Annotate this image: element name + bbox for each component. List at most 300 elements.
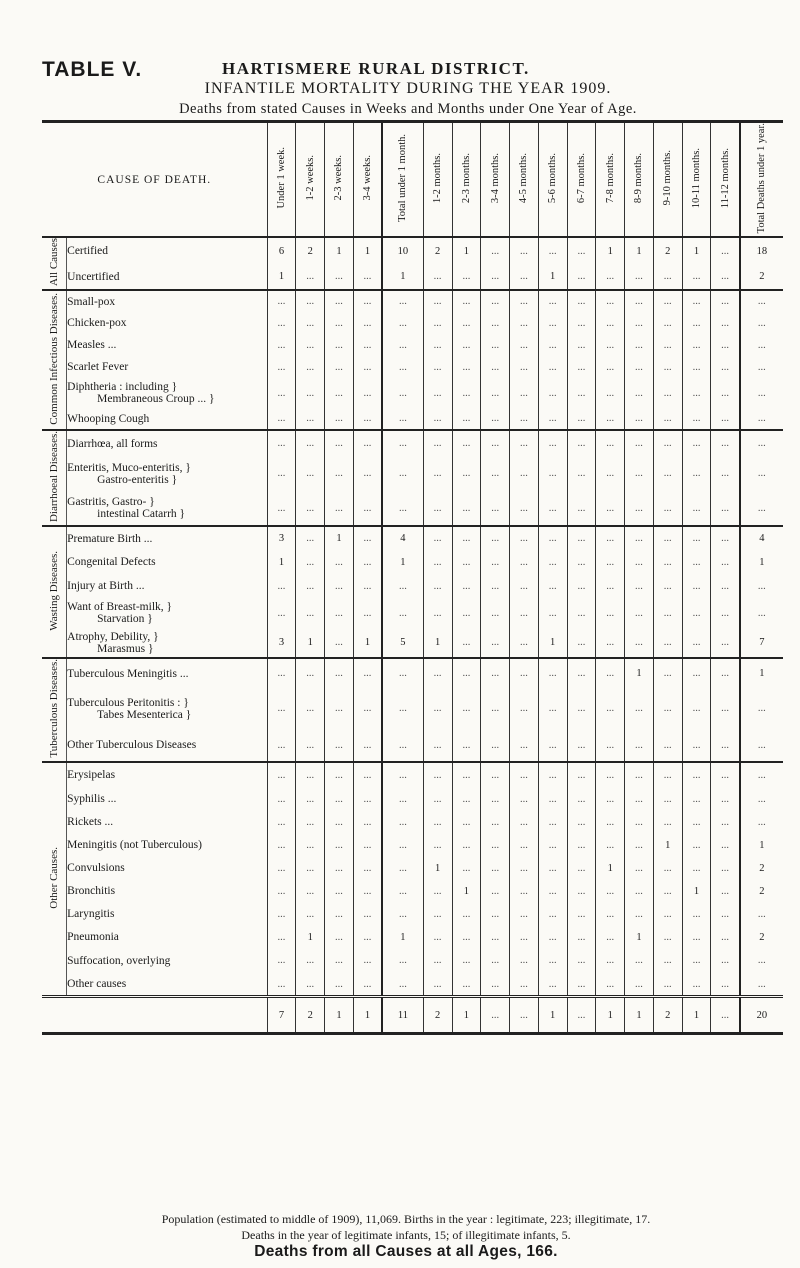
value-cell: ... (510, 378, 539, 408)
value-cell: ... (452, 762, 481, 788)
value-cell: ... (740, 762, 783, 788)
value-cell: ... (452, 926, 481, 949)
cause-label: Diarrhœa, all forms (67, 437, 158, 450)
column-header-label: 1-2 months. (432, 153, 444, 204)
value-cell: ... (711, 973, 740, 997)
value-cell: ... (740, 973, 783, 997)
value-cell: ... (567, 491, 596, 526)
value-cell: 1 (740, 658, 783, 688)
value-cell: ... (538, 949, 567, 973)
value-cell: ... (567, 688, 596, 729)
value-cell: ... (325, 312, 354, 334)
value-cell: ... (481, 264, 510, 291)
value-cell: 6 (267, 237, 296, 263)
cause-label: Other causes (67, 978, 127, 991)
value-cell: ... (382, 598, 423, 628)
value-cell: ... (267, 574, 296, 598)
value-cell: ... (682, 356, 711, 378)
value-cell: ... (296, 729, 325, 762)
value-cell: ... (481, 762, 510, 788)
column-header-label: 4-5 months. (518, 153, 530, 204)
value-cell: ... (596, 949, 625, 973)
cause-cell (67, 312, 267, 334)
value-cell: ... (567, 550, 596, 574)
value-cell: ... (510, 598, 539, 628)
cause-label: Bronchitis (67, 885, 116, 898)
value-cell: ... (382, 857, 423, 880)
value-cell: ... (538, 408, 567, 430)
column-header-label: 5-6 months. (547, 153, 559, 204)
value-cell: ... (481, 237, 510, 263)
value-cell: ... (510, 290, 539, 312)
value-cell: ... (711, 762, 740, 788)
value-cell: ... (353, 973, 382, 997)
value-cell: ... (740, 378, 783, 408)
column-header (682, 122, 711, 238)
cause-cell (67, 658, 267, 688)
column-header-label: 9-10 months. (662, 150, 674, 206)
value-cell: ... (510, 408, 539, 430)
value-cell: ... (596, 688, 625, 729)
column-header-label: 1-2 weeks. (304, 155, 316, 201)
value-cell: ... (481, 688, 510, 729)
value-cell: ... (538, 880, 567, 903)
value-cell: ... (382, 834, 423, 857)
value-cell: ... (423, 973, 452, 997)
table-row (42, 526, 783, 550)
cause-cell (67, 526, 267, 550)
table-row (42, 762, 783, 788)
cause-column-header: CAUSE OF DEATH. (97, 173, 212, 186)
value-cell: ... (653, 378, 682, 408)
cause-label: Congenital Defects (67, 556, 156, 569)
value-cell: ... (325, 430, 354, 456)
value-cell: ... (353, 857, 382, 880)
value-cell: ... (325, 574, 354, 598)
column-header (510, 122, 539, 238)
value-cell: ... (711, 408, 740, 430)
value-cell: ... (567, 574, 596, 598)
value-cell: ... (653, 811, 682, 834)
value-cell: ... (325, 811, 354, 834)
value-cell: ... (481, 834, 510, 857)
value-cell: ... (382, 880, 423, 903)
value-cell: ... (382, 491, 423, 526)
value-cell: ... (682, 729, 711, 762)
value-cell: ... (538, 903, 567, 926)
value-cell: ... (596, 834, 625, 857)
value-cell: 1 (625, 658, 654, 688)
total-cell: 1 (325, 997, 354, 1034)
table-row (42, 430, 783, 456)
value-cell: ... (325, 949, 354, 973)
value-cell: ... (596, 762, 625, 788)
value-cell: ... (267, 857, 296, 880)
value-cell: ... (625, 526, 654, 550)
value-cell: ... (740, 788, 783, 811)
value-cell: ... (481, 973, 510, 997)
table-row (42, 926, 783, 949)
value-cell: ... (423, 312, 452, 334)
value-cell: ... (711, 456, 740, 491)
value-cell: ... (296, 574, 325, 598)
value-cell: ... (510, 456, 539, 491)
table-row (42, 312, 783, 334)
value-cell: ... (353, 264, 382, 291)
value-cell: ... (538, 926, 567, 949)
value-cell: ... (452, 811, 481, 834)
value-cell: ... (653, 491, 682, 526)
value-cell: ... (625, 356, 654, 378)
value-cell: ... (538, 729, 567, 762)
value-cell: ... (510, 834, 539, 857)
value-cell: ... (596, 290, 625, 312)
population-note: Population (estimated to middle of 1909), 11,069. Births in the year : legitimate, 223; illegitimate, 17. (161, 1212, 651, 1226)
value-cell: ... (682, 456, 711, 491)
value-cell: ... (452, 378, 481, 408)
value-cell: 2 (740, 264, 783, 291)
column-header (382, 122, 423, 238)
value-cell: ... (625, 574, 654, 598)
table-row (42, 264, 783, 291)
column-header (653, 122, 682, 238)
all-ages-deaths: Deaths from all Causes at all Ages, 166. (254, 1243, 558, 1260)
value-cell: ... (740, 574, 783, 598)
total-cell: ... (567, 997, 596, 1034)
value-cell: 7 (740, 628, 783, 658)
value-cell: ... (382, 949, 423, 973)
value-cell: ... (510, 550, 539, 574)
value-cell: ... (538, 430, 567, 456)
value-cell: ... (711, 788, 740, 811)
value-cell: ... (740, 430, 783, 456)
column-header (481, 122, 510, 238)
value-cell: ... (382, 574, 423, 598)
value-cell: ... (625, 903, 654, 926)
value-cell: ... (653, 729, 682, 762)
value-cell: ... (711, 926, 740, 949)
cause-label: Certified (67, 245, 109, 258)
value-cell: ... (353, 762, 382, 788)
value-cell: ... (267, 456, 296, 491)
value-cell: ... (423, 456, 452, 491)
column-header-label: 11-12 months. (719, 148, 731, 209)
value-cell: ... (740, 312, 783, 334)
value-cell: ... (267, 408, 296, 430)
value-cell: ... (423, 834, 452, 857)
value-cell: ... (423, 762, 452, 788)
value-cell: ... (382, 430, 423, 456)
table-row (42, 729, 783, 762)
value-cell: ... (296, 903, 325, 926)
value-cell: 2 (740, 926, 783, 949)
value-cell: 2 (740, 880, 783, 903)
table-row (42, 903, 783, 926)
table-label: TABLE V. (42, 58, 143, 81)
value-cell: ... (567, 880, 596, 903)
column-header (267, 122, 296, 238)
table-row (42, 857, 783, 880)
group-label-cell (42, 658, 67, 762)
value-cell: ... (538, 312, 567, 334)
group-label: All Causes (48, 238, 61, 287)
value-cell: ... (267, 334, 296, 356)
cause-label: Other Tuberculous Diseases (67, 739, 197, 752)
value-cell: ... (567, 926, 596, 949)
value-cell: ... (653, 456, 682, 491)
value-cell: ... (538, 857, 567, 880)
value-cell: ... (538, 456, 567, 491)
group-label: Diarrhoeal Diseases. (48, 431, 61, 523)
value-cell: ... (711, 949, 740, 973)
cause-label: Small-pox (67, 295, 116, 308)
value-cell: ... (625, 378, 654, 408)
cause-cell (67, 628, 267, 658)
value-cell: ... (653, 658, 682, 688)
value-cell: ... (567, 903, 596, 926)
value-cell: ... (423, 526, 452, 550)
value-cell: ... (481, 526, 510, 550)
value-cell: 5 (382, 628, 423, 658)
column-header-label: 7-8 months. (604, 153, 616, 204)
value-cell: ... (325, 264, 354, 291)
report-subtitle: Deaths from stated Causes in Weeks and Months under One Year of Age. (179, 101, 637, 117)
value-cell: ... (625, 857, 654, 880)
value-cell: ... (596, 628, 625, 658)
cause-label: Measles ... (67, 339, 117, 352)
value-cell: ... (423, 598, 452, 628)
value-cell: ... (510, 658, 539, 688)
value-cell: ... (423, 491, 452, 526)
value-cell: ... (296, 430, 325, 456)
value-cell: ... (682, 857, 711, 880)
value-cell: ... (682, 903, 711, 926)
value-cell: ... (711, 880, 740, 903)
value-cell: ... (296, 688, 325, 729)
value-cell: ... (510, 880, 539, 903)
value-cell: ... (452, 334, 481, 356)
value-cell: ... (711, 264, 740, 291)
value-cell: ... (711, 857, 740, 880)
value-cell: ... (296, 811, 325, 834)
value-cell: ... (740, 949, 783, 973)
value-cell: ... (625, 312, 654, 334)
cause-cell (67, 857, 267, 880)
value-cell: 1 (382, 264, 423, 291)
value-cell: 1 (740, 550, 783, 574)
value-cell: ... (481, 729, 510, 762)
value-cell: ... (567, 334, 596, 356)
total-cell: ... (711, 997, 740, 1034)
value-cell: ... (296, 264, 325, 291)
value-cell: ... (682, 834, 711, 857)
value-cell: ... (382, 788, 423, 811)
value-cell: ... (625, 973, 654, 997)
value-cell: ... (596, 973, 625, 997)
value-cell: 1 (382, 550, 423, 574)
value-cell: ... (740, 456, 783, 491)
cause-label: Whooping Cough (67, 412, 150, 425)
value-cell: ... (267, 598, 296, 628)
value-cell: ... (452, 598, 481, 628)
totals-blank-cell (42, 997, 267, 1034)
value-cell: ... (296, 598, 325, 628)
value-cell: ... (596, 926, 625, 949)
cause-label: intestinal Catarrh } (97, 508, 186, 521)
cause-label: Gastritis, Gastro- } (67, 496, 155, 509)
column-header (452, 122, 481, 238)
value-cell: 1 (682, 237, 711, 263)
value-cell: ... (267, 762, 296, 788)
total-cell: 1 (625, 997, 654, 1034)
value-cell: ... (596, 729, 625, 762)
value-cell: 1 (740, 834, 783, 857)
value-cell: ... (740, 408, 783, 430)
value-cell: ... (510, 811, 539, 834)
value-cell: ... (423, 811, 452, 834)
value-cell: ... (625, 290, 654, 312)
value-cell: ... (711, 550, 740, 574)
value-cell: ... (711, 834, 740, 857)
value-cell: ... (423, 658, 452, 688)
value-cell: ... (267, 880, 296, 903)
cause-cell (67, 926, 267, 949)
value-cell: ... (267, 834, 296, 857)
value-cell: ... (353, 312, 382, 334)
value-cell: ... (711, 574, 740, 598)
value-cell: ... (481, 903, 510, 926)
value-cell: ... (682, 526, 711, 550)
value-cell: ... (325, 880, 354, 903)
value-cell: ... (452, 628, 481, 658)
value-cell: ... (296, 290, 325, 312)
value-cell: ... (296, 788, 325, 811)
cause-cell (67, 903, 267, 926)
value-cell: ... (596, 598, 625, 628)
value-cell: ... (325, 356, 354, 378)
value-cell: ... (481, 926, 510, 949)
value-cell: ... (296, 378, 325, 408)
value-cell: ... (682, 408, 711, 430)
cause-label: Atrophy, Debility, } (67, 630, 159, 643)
value-cell: ... (711, 903, 740, 926)
value-cell: ... (567, 973, 596, 997)
total-cell: ... (481, 997, 510, 1034)
value-cell: ... (510, 334, 539, 356)
value-cell: ... (596, 880, 625, 903)
value-cell: ... (423, 949, 452, 973)
total-cell: 1 (682, 997, 711, 1034)
value-cell: ... (325, 456, 354, 491)
cause-cell (67, 237, 267, 263)
value-cell: ... (481, 880, 510, 903)
group-label-cell (42, 290, 67, 430)
group-label-cell (42, 762, 67, 997)
value-cell: ... (711, 430, 740, 456)
value-cell: ... (296, 526, 325, 550)
value-cell: ... (653, 926, 682, 949)
table-row (42, 550, 783, 574)
value-cell: ... (325, 628, 354, 658)
value-cell: ... (325, 290, 354, 312)
value-cell: ... (625, 834, 654, 857)
value-cell: ... (567, 312, 596, 334)
group-label: Wasting Diseases. (48, 550, 61, 631)
value-cell: ... (353, 688, 382, 729)
value-cell: ... (481, 378, 510, 408)
value-cell: ... (452, 456, 481, 491)
value-cell: ... (625, 811, 654, 834)
table-row (42, 834, 783, 857)
column-header (567, 122, 596, 238)
value-cell: ... (353, 834, 382, 857)
value-cell: ... (567, 237, 596, 263)
value-cell: ... (625, 880, 654, 903)
value-cell: ... (452, 903, 481, 926)
value-cell: ... (325, 762, 354, 788)
cause-label: Tuberculous Peritonitis : } (67, 696, 189, 709)
value-cell: ... (452, 834, 481, 857)
value-cell: ... (325, 408, 354, 430)
value-cell: ... (353, 574, 382, 598)
column-header-label: 6-7 months. (575, 153, 587, 204)
value-cell: ... (653, 949, 682, 973)
value-cell: ... (325, 973, 354, 997)
column-header (740, 122, 783, 238)
table-row (42, 949, 783, 973)
value-cell: ... (653, 762, 682, 788)
value-cell: ... (625, 598, 654, 628)
cause-cell (67, 264, 267, 291)
value-cell: 1 (267, 550, 296, 574)
cause-label: Rickets ... (67, 816, 114, 829)
value-cell: ... (567, 788, 596, 811)
value-cell: ... (653, 788, 682, 811)
group-label: Common Infectious Diseases. (48, 293, 61, 425)
cause-cell (67, 811, 267, 834)
value-cell: ... (353, 550, 382, 574)
value-cell: ... (423, 356, 452, 378)
column-header-label: 2-3 weeks. (333, 155, 345, 201)
value-cell: ... (653, 408, 682, 430)
value-cell: ... (740, 334, 783, 356)
value-cell: ... (567, 378, 596, 408)
value-cell: ... (567, 658, 596, 688)
value-cell: ... (452, 264, 481, 291)
value-cell: ... (382, 408, 423, 430)
column-header-label: 10-11 months. (691, 148, 702, 209)
value-cell: 1 (452, 880, 481, 903)
value-cell: ... (596, 526, 625, 550)
value-cell: ... (382, 658, 423, 688)
value-cell: 1 (538, 264, 567, 291)
cause-cell (67, 880, 267, 903)
value-cell: ... (452, 430, 481, 456)
value-cell: ... (567, 857, 596, 880)
value-cell: ... (510, 237, 539, 263)
value-cell: ... (538, 788, 567, 811)
value-cell: ... (382, 334, 423, 356)
value-cell: ... (382, 356, 423, 378)
value-cell: 4 (382, 526, 423, 550)
group-label-cell (42, 430, 67, 526)
cause-label: Erysipelas (67, 769, 116, 782)
value-cell: ... (267, 903, 296, 926)
value-cell: ... (510, 729, 539, 762)
value-cell: ... (423, 430, 452, 456)
column-header (423, 122, 452, 238)
value-cell: ... (538, 762, 567, 788)
